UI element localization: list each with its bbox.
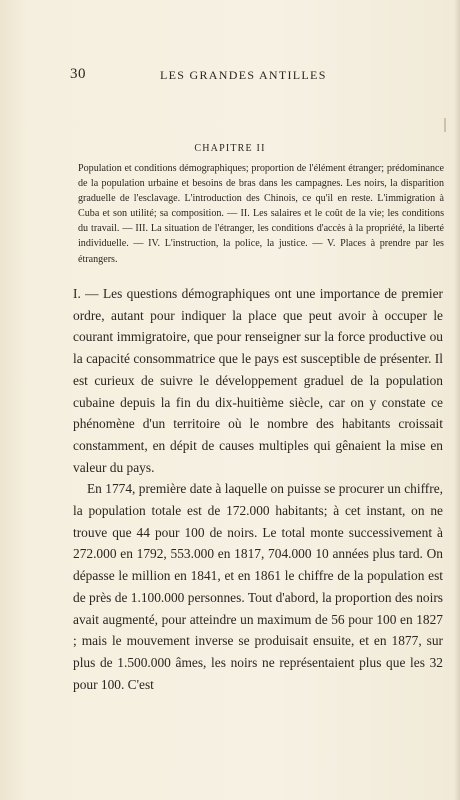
body-text [73, 283, 443, 695]
chapter-summary: Population et conditions démographiques; proportion de l'élément étranger; prédominance de la population urbaine et besoins de bras dans les campagnes. Les noirs, la disparition graduelle de l'esclavage. L'introduction des Chinois, ce qu'il en reste. L'immigration à Cuba et son utilité; sa composition. — II. Les salaires et le coût de la vie; les conditions du travail. — III. La situation de l'étranger, les conditions d'accès à la propriété, la liberté individuelle. — IV. L'instruction, la police, la justice. — V. Places à prendre par les étrangers. [78, 163, 444, 265]
chapter-title: CHAPITRE II [194, 143, 266, 154]
page-number: 30 [70, 66, 86, 82]
page-edge-shadow [454, 0, 460, 800]
page-header [70, 66, 440, 86]
margin-mark [444, 118, 446, 132]
paragraph: I. — Les questions démographiques ont une importance de premier ordre, autant pour indiquer la place que peut avoir à occuper le courant immigratoire, que pour renseigner sur la force productive ou la capacité consommatrice que le pays est susceptible de présenter. Il est curieux de suivre le développement graduel de la population cubaine depuis la fin du dix-huitième siècle, car on y constate ce phénomène d'un territoire où le nombre des habitants croissait constamment, en dépit de causes multiples qui gênaient la mise en valeur du pays. [73, 286, 443, 475]
paragraph: En 1774, première date à laquelle on puisse se procurer un chiffre, la population totale est de 172.000 habitants; à cet instant, on ne trouve que 44 pour 100 de noirs. Le total monte successivement à 272.000 en 1792, 553.000 en 1817, 704.000 10 années plus tard. On dépasse le million en 1841, et en 1861 le chiffre de la population est de près de 1.100.000 personnes. Tout d'abord, la proportion des noirs avait augmenté, pour atteindre un maximum de 56 pour 100 en 1827 ; mais le mouvement inverse se produisait ensuite, et en 1877, sur plus de 1.500.000 âmes, les noirs ne représentaient plus que les 32 pour 100. C'est [73, 481, 443, 692]
running-title: LES GRANDES ANTILLES [160, 68, 327, 82]
